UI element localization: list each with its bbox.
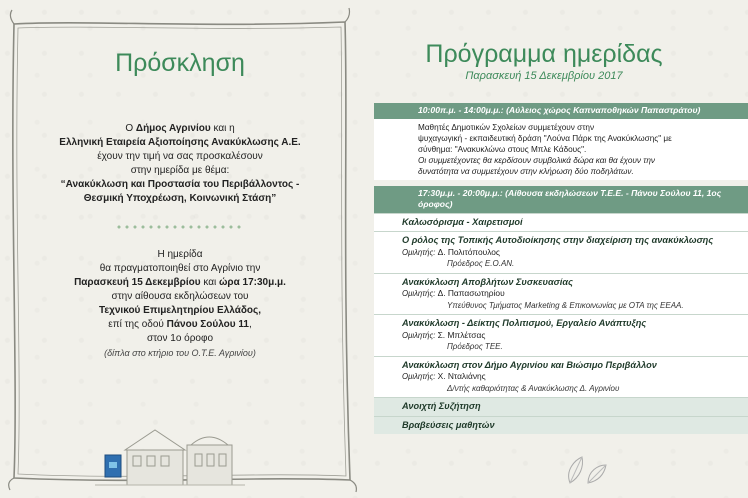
detail-line-4: στην αίθουσα εκδηλώσεων του	[111, 291, 249, 302]
intro-line-2: Ελληνική Εταιρεία Αξιοποίησης Ανακύκλωσης Α.Ε.	[59, 137, 301, 148]
program-item: Ανακύκλωση στον Δήμο Αγρινίου και Βιώσιμο Περιβάλλον Ομιλητής: Χ. Νταλιάνης Δ/ντής καθαριότητας & Ανακύκλωσης Δ. Αγρινίου	[374, 356, 748, 398]
evening-header: 17:30μ.μ. - 20:00μ.μ.: (Αίθουσα εκδηλώσεων Τ.Ε.Ε. - Πάνου Σούλου 11, 1ος όροφος)	[374, 186, 748, 213]
program-item: Ανακύκλωση Αποβλήτων Συσκευασίας Ομιλητής: Δ. Παπασωτηρίου Υπεύθυνος Τμήματος Marketing & Επικοινωνίας με ΟΤΑ της ΕΕΑΑ.	[374, 273, 748, 315]
building-illustration	[95, 410, 245, 490]
program-item: Ο ρόλος της Τοπικής Αυτοδιοίκησης στην διαχείριση της ανακύκλωσης Ομιλητής: Δ. Πολιτόπουλος Πρόεδρος Ε.Ο.ΑΝ.	[374, 231, 748, 273]
program-date: Παρασκευή 15 Δεκεμβρίου 2017	[465, 70, 623, 82]
location-note: (δίπλα στο κτήριο του Ο.Τ.Ε. Αγρινίου)	[104, 348, 256, 358]
invitation-details	[20, 248, 340, 360]
detail-line-7: στον 1ο όροφο	[146, 333, 214, 344]
detail-line-6: επί της οδού Πάνου Σούλου 11,	[108, 319, 252, 330]
detail-line-3: Παρασκευή 15 Δεκεμβρίου και ώρα 17:30μ.μ.	[74, 277, 286, 288]
invitation-intro	[20, 122, 340, 206]
program-item: Καλωσόρισμα - Χαιρετισμοί	[374, 213, 748, 232]
theme-line-2: Θεσμική Υποχρέωση, Κοινωνική Στάση”	[83, 193, 277, 204]
invitation-title: Πρόσκληση	[115, 49, 245, 77]
program-item: Ανακύκλωση - Δείκτης Πολιτισμού, Εργαλείο Ανάπτυξης Ομιλητής: Σ. Μπλέτσας Πρόεδρος ΤΕΕ.	[374, 314, 748, 356]
morning-header: 10:00π.μ. - 14:00μ.μ.: (Αύλειος χώρος Καπναποθηκών Παπαστράτου)	[374, 103, 748, 119]
theme-line-1: “Ανακύκλωση και Προστασία του Περιβάλλοντος -	[60, 179, 300, 190]
program-header	[384, 40, 704, 82]
program-item: Βραβεύσεις μαθητών	[374, 416, 748, 435]
intro-line-4: στην ημερίδα με θέμα:	[130, 165, 230, 176]
dotted-divider	[115, 224, 245, 230]
intro-line-1: Ο Δήμος Αγρινίου και η	[125, 123, 235, 134]
intro-line-3: έχουν την τιμή να σας προσκαλέσουν	[97, 151, 263, 162]
morning-description: Μαθητές Δημοτικών Σχολείων συμμετέχουν στην ψυχαγωγική - εκπαιδευτική δράση "Λούνα Πάρκ της Ανακύκλωσης" με σύνθημα: "Ανακυκλώνω στους Μπλε Κάδους". Οι συμμετέχοντες θα κερδίσουν συμβολικά δώρα και θα έχουν την δυνατότητα να συμμετέχουν στην κλήρωση δύο ποδηλάτων.	[374, 119, 748, 180]
program-item: Ανοιχτή Συζήτηση	[374, 397, 748, 416]
detail-line-5: Τεχνικού Επιμελητηρίου Ελλάδος,	[98, 305, 261, 316]
leaf-decoration	[560, 445, 620, 485]
program-schedule	[374, 103, 748, 434]
detail-line-1: Η ημερίδα	[157, 249, 203, 260]
invitation-panel	[20, 30, 340, 360]
program-title: Πρόγραμμα ημερίδας	[425, 40, 663, 68]
detail-line-2: θα πραγματοποιηθεί στο Αγρίνιο την	[99, 263, 261, 274]
